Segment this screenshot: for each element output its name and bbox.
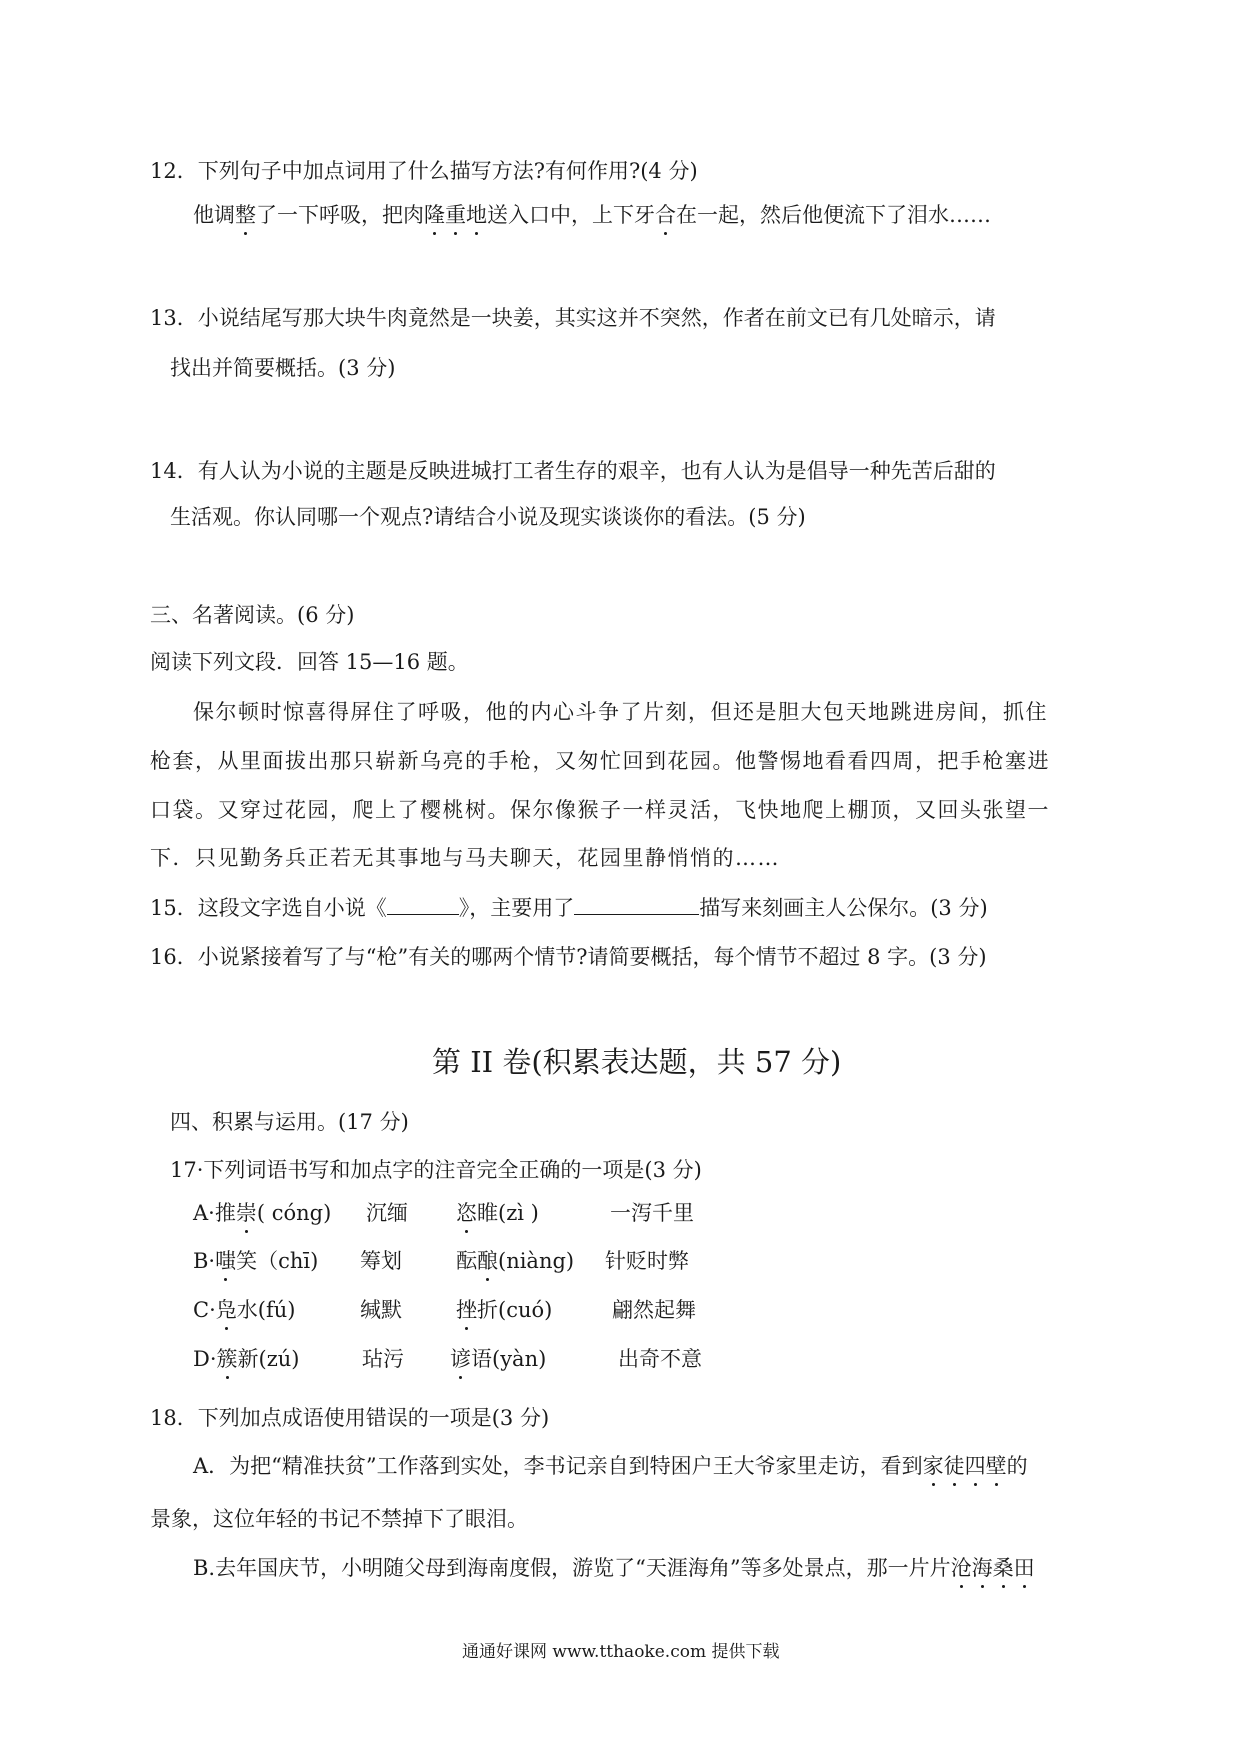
q18-option-a-line2: 景象，这位年轻的书记不禁掉下了眼泪。 — [150, 1507, 528, 1531]
q15-part: 描写来刻画主人公保尔。(3 分) — [699, 896, 988, 920]
q18-text: B.去年国庆节，小明随父母到海南度假，游览了“天涯海角”等多处景点，那一片片 — [193, 1556, 951, 1580]
dotted-char: 壁 — [986, 1451, 1007, 1481]
q18-text: A．为把“精准扶贫”工作落到实处，李书记亲自到特困户王大爷家里走访，看到 — [193, 1454, 923, 1478]
option-word: 挫折(cuó) — [456, 1295, 552, 1325]
q17-stem: 17·下列词语书写和加点字的注音完全正确的一项是(3 分) — [170, 1158, 702, 1182]
q12-dotted-word: 合 — [655, 200, 676, 230]
q15-part: 》，主要用了 — [458, 896, 575, 920]
dotted-char: 四 — [965, 1451, 986, 1481]
option-word: 出奇不意 — [618, 1347, 702, 1371]
q16: 16．小说紧接着写了与“枪”有关的哪两个情节?请简要概括，每个情节不超过 8 字。(3 分) — [150, 945, 987, 969]
section4-title: 四、积累与运用。(17 分) — [170, 1110, 409, 1134]
q18-option-a[interactable] — [193, 1451, 1028, 1481]
q15 — [150, 893, 988, 923]
option-word: 恣睢(zì ) — [456, 1198, 539, 1228]
q12-sentence-part: 他调 — [193, 203, 235, 227]
q14-line1: 14．有人认为小说的主题是反映进城打工者生存的艰辛，也有人认为是倡导一种先苦后甜的 — [150, 459, 996, 483]
option-word: C·凫水(fú) — [193, 1295, 295, 1325]
q12-dotted-word — [424, 203, 487, 227]
passage-line: 口袋。又穿过花园，爬上了樱桃树。保尔像猴子一样灵活，飞快地爬上棚顶，又回头张望一 — [150, 798, 1050, 822]
section3-title: 三、名著阅读。(6 分) — [150, 603, 355, 627]
passage-line: 保尔顿时惊喜得屏住了呼吸，他的内心斗争了片刻，但还是胆大包天地跳进房间，抓住 — [193, 700, 1048, 724]
q12-sentence-part: 了一下呼吸，把肉 — [256, 203, 424, 227]
q15-method-blank[interactable] — [574, 894, 699, 915]
footer-text: 通通好课网 www.tthaoke.com 提供下载 — [462, 1642, 780, 1662]
dotted-char: 隆 — [424, 200, 445, 230]
option-word: D·簇新(zú) — [193, 1344, 300, 1374]
option-word: 沉缅 — [366, 1201, 408, 1225]
passage-line: 下．只见勤务兵正若无其事地与马夫聊天，花园里静悄悄的…… — [150, 846, 780, 870]
q12-sentence — [193, 200, 991, 230]
q15-novel-blank[interactable] — [387, 894, 459, 915]
q12-stem: 12．下列句子中加点词用了什么描写方法?有何作用?(4 分) — [150, 159, 698, 183]
dotted-char: 海 — [972, 1553, 993, 1583]
passage-line: 枪套，从里面拔出那只崭新乌亮的手枪，又匆忙回到花园。他警惕地看看四周，把手枪塞进 — [150, 749, 1050, 773]
dotted-char: 重 — [445, 200, 466, 230]
option-word: 谚语(yàn) — [450, 1344, 546, 1374]
q12-dotted-word: 整 — [235, 200, 256, 230]
option-word: 玷污 — [362, 1347, 404, 1371]
dotted-char: 桑 — [993, 1553, 1014, 1583]
option-word: 翩然起舞 — [612, 1298, 696, 1322]
dotted-char: 徒 — [944, 1451, 965, 1481]
option-word: A·推崇( cóng) — [193, 1198, 331, 1228]
dotted-char: 地 — [466, 200, 487, 230]
volume2-title: 第 II 卷(积累表达题，共 57 分) — [432, 1045, 842, 1079]
q18-stem: 18．下列加点成语使用错误的一项是(3 分) — [150, 1406, 550, 1430]
q12-sentence-part: 送入口中，上下牙 — [487, 203, 655, 227]
q12-sentence-part: 在一起，然后他便流下了泪水…… — [676, 203, 991, 227]
option-word: 酝酿(niàng) — [456, 1246, 574, 1276]
option-word: 缄默 — [360, 1298, 402, 1322]
section3-instruction: 阅读下列文段．回答 15—16 题。 — [150, 650, 469, 674]
option-word: 筹划 — [360, 1249, 402, 1273]
q14-line2: 生活观。你认同哪一个观点?请结合小说及现实谈谈你的看法。(5 分) — [170, 505, 806, 529]
q13-line2: 找出并简要概括。(3 分) — [170, 356, 396, 380]
option-word: 针贬时弊 — [605, 1249, 689, 1273]
q13-line1: 13．小说结尾写那大块牛肉竟然是一块姜，其实这并不突然，作者在前文已有几处暗示，请 — [150, 306, 996, 330]
dotted-char: 沧 — [951, 1553, 972, 1583]
q18-dotted-idiom — [951, 1556, 1035, 1580]
option-word: 一泻千里 — [610, 1201, 694, 1225]
q18-option-b[interactable] — [193, 1553, 1035, 1583]
dotted-char: 田 — [1014, 1553, 1035, 1583]
q15-part: 15．这段文字选自小说《 — [150, 896, 387, 920]
q18-dotted-idiom — [923, 1454, 1007, 1478]
option-word: B·嗤笑（chī) — [193, 1246, 318, 1276]
q18-text: 的 — [1006, 1454, 1028, 1478]
dotted-char: 家 — [923, 1451, 944, 1481]
